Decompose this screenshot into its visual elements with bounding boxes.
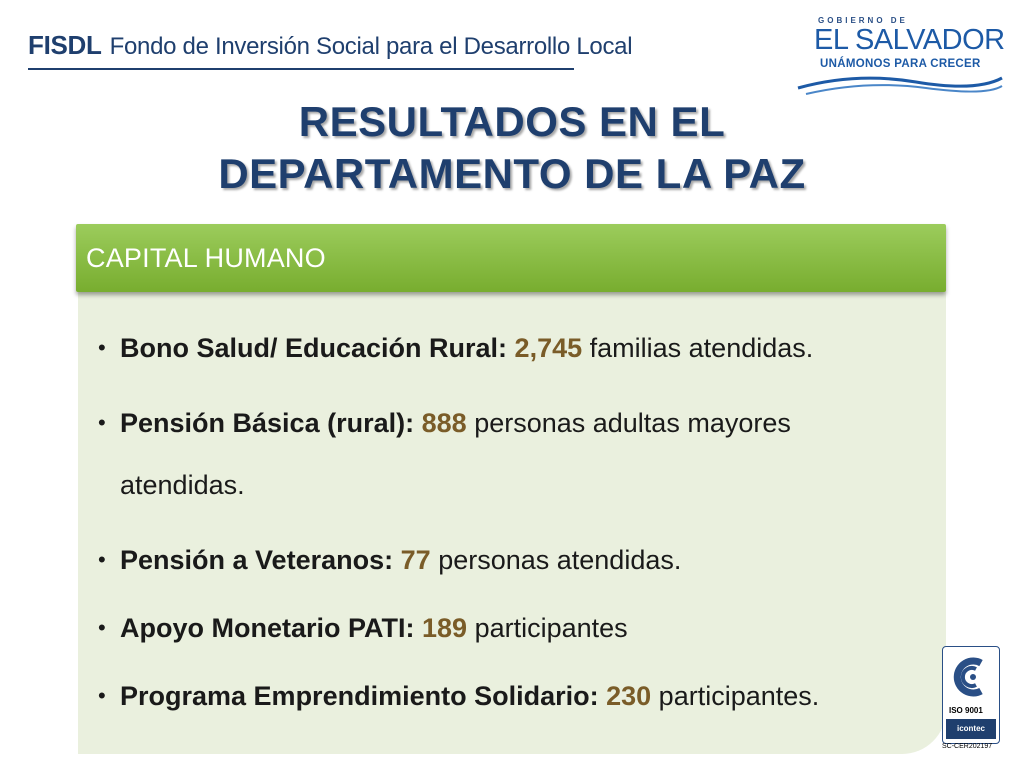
item-text: personas adultas mayores atendidas. — [120, 408, 791, 500]
certificate-code: SC-CER202197 — [942, 743, 993, 750]
item-label: Pensión Básica (rural): — [120, 408, 415, 438]
logo-tagline: UNÁMONOS PARA CRECER — [820, 58, 981, 70]
iso-certification-badge — [942, 646, 1000, 756]
item-text: participantes. — [658, 681, 820, 711]
logo-waves-icon — [796, 66, 1006, 96]
icontec-label: icontec — [946, 719, 996, 739]
page-title — [0, 96, 1024, 200]
iso-label: ISO 9001 — [949, 706, 983, 715]
fisdl-acronym: FISDL — [28, 30, 102, 60]
gobierno-el-salvador-logo — [796, 14, 1006, 96]
list-item — [98, 392, 918, 516]
title-line-1: RESULTADOS EN EL — [298, 98, 726, 145]
list-item — [98, 604, 918, 652]
fisdl-title — [28, 30, 632, 61]
item-label: Apoyo Monetario PATI: — [120, 613, 415, 643]
list-item — [98, 672, 918, 720]
header-underline — [28, 68, 574, 70]
item-text: personas atendidas. — [438, 545, 682, 575]
item-label: Pensión a Veteranos: — [120, 545, 394, 575]
title-line-2: DEPARTAMENTO DE LA PAZ — [218, 150, 806, 197]
fisdl-header — [28, 30, 633, 72]
section-header-label: CAPITAL HUMANO — [86, 243, 326, 273]
logo-small-text: GOBIERNO DE — [818, 16, 908, 25]
icontec-logo-icon — [943, 649, 999, 705]
item-text: participantes — [474, 613, 628, 643]
fisdl-full-name: Fondo de Inversión Social para el Desarrollo Local — [109, 33, 633, 60]
item-label: Bono Salud/ Educación Rural: — [120, 333, 508, 363]
list-item — [98, 536, 918, 584]
item-value: 888 — [421, 408, 467, 438]
item-text: familias atendidas. — [589, 333, 814, 363]
iso-badge-frame — [942, 646, 1000, 744]
item-label: Programa Emprendimiento Solidario: — [120, 681, 599, 711]
results-list — [98, 324, 918, 740]
section-header — [76, 224, 946, 292]
item-value: 189 — [422, 613, 468, 643]
logo-big-text: EL SALVADOR — [814, 24, 1005, 56]
list-item — [98, 324, 918, 372]
item-value: 77 — [400, 545, 431, 575]
item-value: 2,745 — [514, 333, 583, 363]
item-value: 230 — [606, 681, 652, 711]
